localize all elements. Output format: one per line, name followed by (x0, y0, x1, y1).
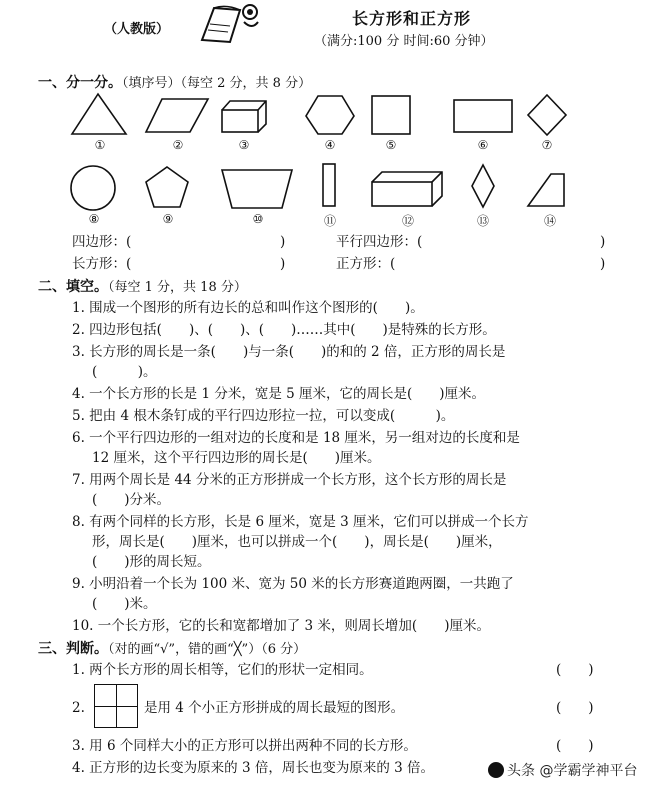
fill-question-7-cont: ( )分米。 (92, 492, 171, 508)
trapezoid-shape (222, 170, 292, 208)
four-squares-figure (94, 684, 138, 728)
right-trapezoid-shape (528, 174, 564, 206)
fill-question-9-cont: ( )米。 (92, 596, 157, 612)
answer-parallelogram-close: ) (600, 234, 606, 250)
shape-label: ⑧ (88, 212, 100, 226)
watermark-logo-icon (488, 762, 504, 778)
hexagon-shape (306, 96, 354, 134)
shape-label: ⑭ (543, 214, 556, 228)
shape-label: ① (94, 138, 106, 152)
answer-square-label: 正方形：( (336, 256, 396, 272)
shape-label: ④ (324, 138, 336, 152)
judge-question-1: 1. 两个长方形的周长相等，它们的形状一定相同。 (72, 662, 373, 678)
judge-question-2-number: 2. (72, 700, 85, 716)
shape-label: ② (172, 138, 184, 152)
watermark: 头条 @学霸学神平台 (488, 760, 637, 780)
judge-question-4: 4. 正方形的边长变为原来的 3 倍，周长也变为原来的 3 倍。 (72, 760, 435, 776)
shape-label: ⑪ (323, 214, 336, 228)
answer-parallelogram-label: 平行四边形：( (336, 234, 423, 250)
long-cuboid-shape (372, 172, 442, 206)
fill-question-4: 4. 一个长方形的长是 1 分米，宽是 5 厘米，它的周长是( )厘米。 (72, 386, 486, 402)
page-title: 长方形和正方形 (352, 9, 472, 28)
fill-question-8: 8. 有两个同样的长方形，长是 6 厘米，宽是 3 厘米，它们可以拼成一个长方 (72, 514, 529, 530)
shape-label: ⑦ (541, 138, 553, 152)
judge-answer-2[interactable]: ( ) (556, 700, 594, 716)
fill-question-6-cont: 12 厘米，这个平行四边形的周长是( )厘米。 (92, 450, 381, 466)
edition-label: （人教版） (104, 22, 170, 37)
rectangle-shape (454, 100, 512, 132)
pentagon-shape (146, 167, 188, 207)
judge-question-3: 3. 用 6 个同样大小的正方形可以拼出两种不同的长方形。 (72, 738, 417, 754)
shape-label: ⑥ (477, 138, 489, 152)
square-shape (372, 96, 410, 134)
cuboid-shape (222, 101, 266, 132)
shape-label: ③ (238, 138, 250, 152)
answer-quadrilateral-close: ) (280, 234, 286, 250)
fill-question-1: 1. 围成一个图形的所有边长的总和叫作这个图形的( )。 (72, 300, 424, 316)
fill-question-10: 10. 一个长方形，它的长和宽都增加了 3 米，则周长增加( )厘米。 (72, 618, 490, 634)
shape-label: ⑫ (401, 214, 414, 228)
fill-question-3: 3. 长方形的周长是一条( )与一条( )的和的 2 倍，正方形的周长是 (72, 344, 506, 360)
triangle-shape (72, 94, 126, 134)
section2-heading: 二、填空。（每空 1 分，共 18 分） (38, 279, 247, 295)
answer-rectangle-close: ) (280, 256, 286, 272)
fill-question-5: 5. 把由 4 根木条钉成的平行四边形拉一拉，可以变成( )。 (72, 408, 455, 424)
shape-label: ⑬ (476, 214, 489, 228)
fill-question-8-cont: 形，周长是( )厘米，也可以拼成一个( )，周长是( )厘米， (92, 534, 502, 550)
answer-quadrilateral-label: 四边形：( (72, 234, 132, 250)
thin-rhombus-shape (472, 165, 494, 207)
shape-label: ⑨ (162, 212, 174, 226)
answer-square-close: ) (600, 256, 606, 272)
fill-question-3-cont: ( )。 (92, 364, 157, 380)
shape-label: ⑤ (385, 138, 397, 152)
section1-heading: 一、分一分。（填序号）（每空 2 分，共 8 分） (38, 75, 312, 91)
shapes-figure (0, 0, 664, 240)
shape-label: ⑩ (252, 212, 264, 226)
judge-question-2: 是用 4 个小正方形拼成的周长最短的图形。 (144, 700, 405, 716)
rhombus-shape (528, 95, 566, 135)
fill-question-2: 2. 四边形包括( )、( )、( )……其中( )是特殊的长方形。 (72, 322, 496, 338)
judge-answer-1[interactable]: ( ) (556, 662, 594, 678)
page-subtitle: （满分:100 分 时间:60 分钟） (314, 34, 494, 49)
judge-answer-3[interactable]: ( ) (556, 738, 594, 754)
fill-question-7: 7. 用两个周长是 44 分米的正方形拼成一个长方形，这个长方形的周长是 (72, 472, 507, 488)
circle-shape (71, 166, 115, 210)
fill-question-8-cont2: ( )形的周长短。 (92, 554, 211, 570)
answer-rectangle-label: 长方形：( (72, 256, 132, 272)
fill-question-9: 9. 小明沿着一个长为 100 米、宽为 50 米的长方形赛道跑两圈，一共跑了 (72, 576, 514, 592)
section3-heading: 三、判断。（对的画“√”，错的画“╳”）（6 分） (38, 641, 307, 657)
tall-rectangle-shape (323, 164, 335, 206)
parallelogram-shape (146, 99, 208, 132)
fill-question-6: 6. 一个平行四边形的一组对边的长度和是 18 厘米，另一组对边的长度和是 (72, 430, 520, 446)
